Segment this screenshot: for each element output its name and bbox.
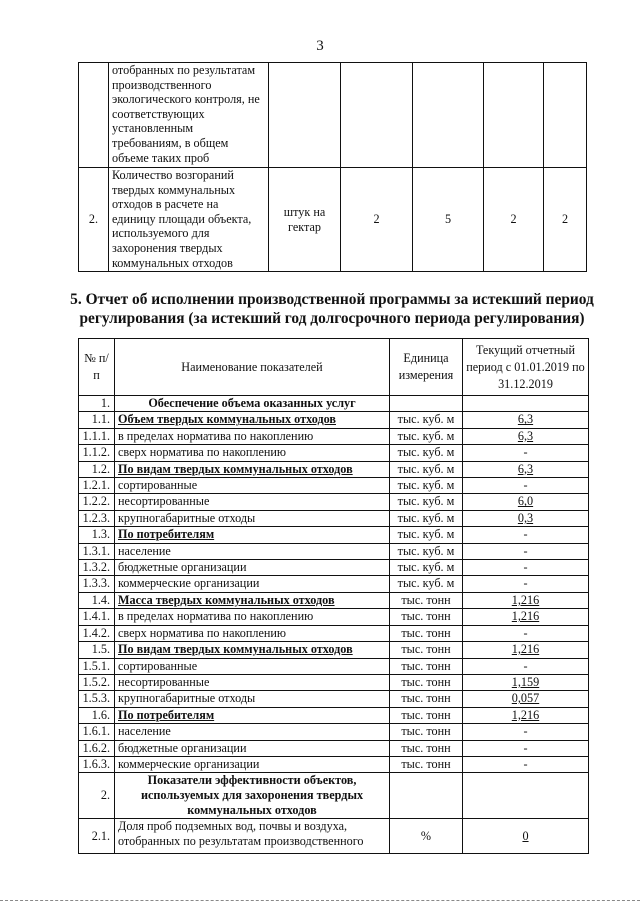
page-bottom-edge — [0, 900, 640, 901]
table-row — [79, 510, 589, 526]
table-row — [79, 412, 589, 428]
row-number — [79, 63, 109, 168]
value-cell: - — [463, 658, 589, 674]
header-name: Наименование показателей — [115, 339, 390, 396]
table-row — [79, 773, 589, 819]
row-number: 1.5.1. — [79, 658, 115, 674]
table-row — [79, 724, 589, 740]
value-cell: 2 — [341, 168, 413, 272]
row-number: 1.4.1. — [79, 609, 115, 625]
unit-cell: тыс. тонн — [390, 592, 463, 608]
report-table — [78, 338, 589, 854]
unit-cell: тыс. куб. м — [390, 412, 463, 428]
unit-cell — [269, 63, 341, 168]
header-period: Текущий отчетный период с 01.01.2019 по 31.12.2019 — [463, 339, 589, 396]
table-row — [79, 527, 589, 543]
indicator-name: Количество возгораний твердых коммунальных отходов в расчете на единицу площади объекта, используемого для захоронения твердых коммунальных отходов — [109, 168, 269, 272]
unit-cell: тыс. тонн — [390, 691, 463, 707]
value-cell — [341, 63, 413, 168]
unit-cell — [390, 396, 463, 412]
indicator-name: коммерческие организации — [115, 756, 390, 772]
table-row — [79, 168, 587, 272]
table-row — [79, 445, 589, 461]
unit-cell: тыс. тонн — [390, 674, 463, 690]
value-cell: 0,057 — [463, 691, 589, 707]
row-number: 1. — [79, 396, 115, 412]
value-cell: 0 — [463, 819, 589, 854]
table-row — [79, 461, 589, 477]
value-cell: 0,3 — [463, 510, 589, 526]
unit-cell: тыс. тонн — [390, 740, 463, 756]
unit-cell: штук на гектар — [269, 168, 341, 272]
unit-cell: тыс. тонн — [390, 756, 463, 772]
indicator-name: Объем твердых коммунальных отходов — [115, 412, 390, 428]
value-cell: - — [463, 527, 589, 543]
table-row — [79, 756, 589, 772]
unit-cell: тыс. куб. м — [390, 445, 463, 461]
page-number: 3 — [316, 38, 324, 54]
unit-cell — [390, 773, 463, 819]
indicator-name: По видам твердых коммунальных отходов — [115, 642, 390, 658]
value-cell: 1,216 — [463, 707, 589, 723]
table-row — [79, 674, 589, 690]
indicator-name: сортированные — [115, 478, 390, 494]
unit-cell: тыс. тонн — [390, 707, 463, 723]
row-number: 1.5.3. — [79, 691, 115, 707]
row-number: 1.3. — [79, 527, 115, 543]
unit-cell: тыс. тонн — [390, 642, 463, 658]
value-cell: - — [463, 625, 589, 641]
table-row — [79, 642, 589, 658]
indicator-name: в пределах норматива по накоплению — [115, 428, 390, 444]
row-number: 1.4. — [79, 592, 115, 608]
indicator-name: Обеспечение объема оказанных услуг — [115, 396, 390, 412]
unit-cell: тыс. куб. м — [390, 494, 463, 510]
value-cell: - — [463, 543, 589, 559]
indicator-name: бюджетные организации — [115, 740, 390, 756]
row-number: 1.1. — [79, 412, 115, 428]
value-cell: - — [463, 560, 589, 576]
value-cell: - — [463, 740, 589, 756]
row-number: 1.2.3. — [79, 510, 115, 526]
row-number: 1.2.2. — [79, 494, 115, 510]
indicator-name: население — [115, 724, 390, 740]
value-cell — [463, 396, 589, 412]
indicator-table-continuation — [78, 62, 587, 272]
value-cell: 2 — [544, 168, 587, 272]
row-number: 1.6.1. — [79, 724, 115, 740]
value-cell: 1,216 — [463, 642, 589, 658]
value-cell — [544, 63, 587, 168]
row-number: 1.4.2. — [79, 625, 115, 641]
indicator-name: в пределах норматива по накоплению — [115, 609, 390, 625]
row-number: 1.6.2. — [79, 740, 115, 756]
value-cell — [484, 63, 544, 168]
value-cell: - — [463, 445, 589, 461]
value-cell: 1,159 — [463, 674, 589, 690]
indicator-name: Показатели эффективности объектов, используемых для захоронения твердых коммунальных отходов — [115, 773, 390, 819]
row-number: 2. — [79, 773, 115, 819]
row-number: 1.5.2. — [79, 674, 115, 690]
table-row — [79, 609, 589, 625]
unit-cell: тыс. куб. м — [390, 478, 463, 494]
table-row — [79, 428, 589, 444]
table-row — [79, 819, 589, 854]
section-title: 5. Отчет об исполнении производственной программы за истекший период регулирования (за истекший год долгосрочного периода регулирования) — [70, 291, 594, 327]
unit-cell: тыс. куб. м — [390, 428, 463, 444]
row-number: 1.2. — [79, 461, 115, 477]
table-row — [79, 576, 589, 592]
unit-cell: тыс. куб. м — [390, 461, 463, 477]
indicator-name: коммерческие организации — [115, 576, 390, 592]
unit-cell: тыс. куб. м — [390, 510, 463, 526]
table-row — [79, 625, 589, 641]
row-number: 2.1. — [79, 819, 115, 854]
table-row — [79, 740, 589, 756]
value-cell: 2 — [484, 168, 544, 272]
table-row — [79, 63, 587, 168]
header-num: № п/п — [79, 339, 115, 396]
row-number: 1.3.3. — [79, 576, 115, 592]
value-cell: 1,216 — [463, 609, 589, 625]
header-unit: Единица измерения — [390, 339, 463, 396]
value-cell: 6,3 — [463, 412, 589, 428]
indicator-name: сортированные — [115, 658, 390, 674]
unit-cell: тыс. тонн — [390, 625, 463, 641]
table-row — [79, 592, 589, 608]
indicator-name: крупногабаритные отходы — [115, 691, 390, 707]
indicator-name: несортированные — [115, 494, 390, 510]
row-number: 1.3.1. — [79, 543, 115, 559]
unit-cell: тыс. тонн — [390, 658, 463, 674]
indicator-name: крупногабаритные отходы — [115, 510, 390, 526]
unit-cell: % — [390, 819, 463, 854]
indicator-name: несортированные — [115, 674, 390, 690]
unit-cell: тыс. тонн — [390, 609, 463, 625]
table-row — [79, 478, 589, 494]
indicator-name: сверх норматива по накоплению — [115, 445, 390, 461]
value-cell — [413, 63, 484, 168]
row-number: 2. — [79, 168, 109, 272]
indicator-name: Масса твердых коммунальных отходов — [115, 592, 390, 608]
indicator-name: бюджетные организации — [115, 560, 390, 576]
row-number: 1.2.1. — [79, 478, 115, 494]
value-cell: - — [463, 724, 589, 740]
indicator-name: По видам твердых коммунальных отходов — [115, 461, 390, 477]
unit-cell: тыс. тонн — [390, 724, 463, 740]
value-cell: - — [463, 478, 589, 494]
row-number: 1.6.3. — [79, 756, 115, 772]
indicator-name: население — [115, 543, 390, 559]
value-cell: 6,0 — [463, 494, 589, 510]
value-cell — [463, 773, 589, 819]
unit-cell: тыс. куб. м — [390, 543, 463, 559]
row-number: 1.5. — [79, 642, 115, 658]
value-cell: 5 — [413, 168, 484, 272]
indicator-name: отобранных по результатам производственного экологического контроля, не соответствующих установленным требованиям, в общем объеме таких проб — [109, 63, 269, 168]
table-row — [79, 658, 589, 674]
row-number: 1.1.1. — [79, 428, 115, 444]
unit-cell: тыс. куб. м — [390, 576, 463, 592]
table-row — [79, 560, 589, 576]
table-row — [79, 396, 589, 412]
table-row — [79, 707, 589, 723]
table-row — [79, 691, 589, 707]
table-header-row — [79, 339, 589, 396]
table-row — [79, 543, 589, 559]
row-number: 1.1.2. — [79, 445, 115, 461]
value-cell: 6,3 — [463, 428, 589, 444]
indicator-name: По потребителям — [115, 707, 390, 723]
value-cell: - — [463, 756, 589, 772]
value-cell: 1,216 — [463, 592, 589, 608]
row-number: 1.3.2. — [79, 560, 115, 576]
value-cell: 6,3 — [463, 461, 589, 477]
indicator-name: Доля проб подземных вод, почвы и воздуха, отобранных по результатам производственного — [115, 819, 390, 854]
indicator-name: сверх норматива по накоплению — [115, 625, 390, 641]
unit-cell: тыс. куб. м — [390, 527, 463, 543]
unit-cell: тыс. куб. м — [390, 560, 463, 576]
value-cell: - — [463, 576, 589, 592]
row-number: 1.6. — [79, 707, 115, 723]
table-row — [79, 494, 589, 510]
indicator-name: По потребителям — [115, 527, 390, 543]
